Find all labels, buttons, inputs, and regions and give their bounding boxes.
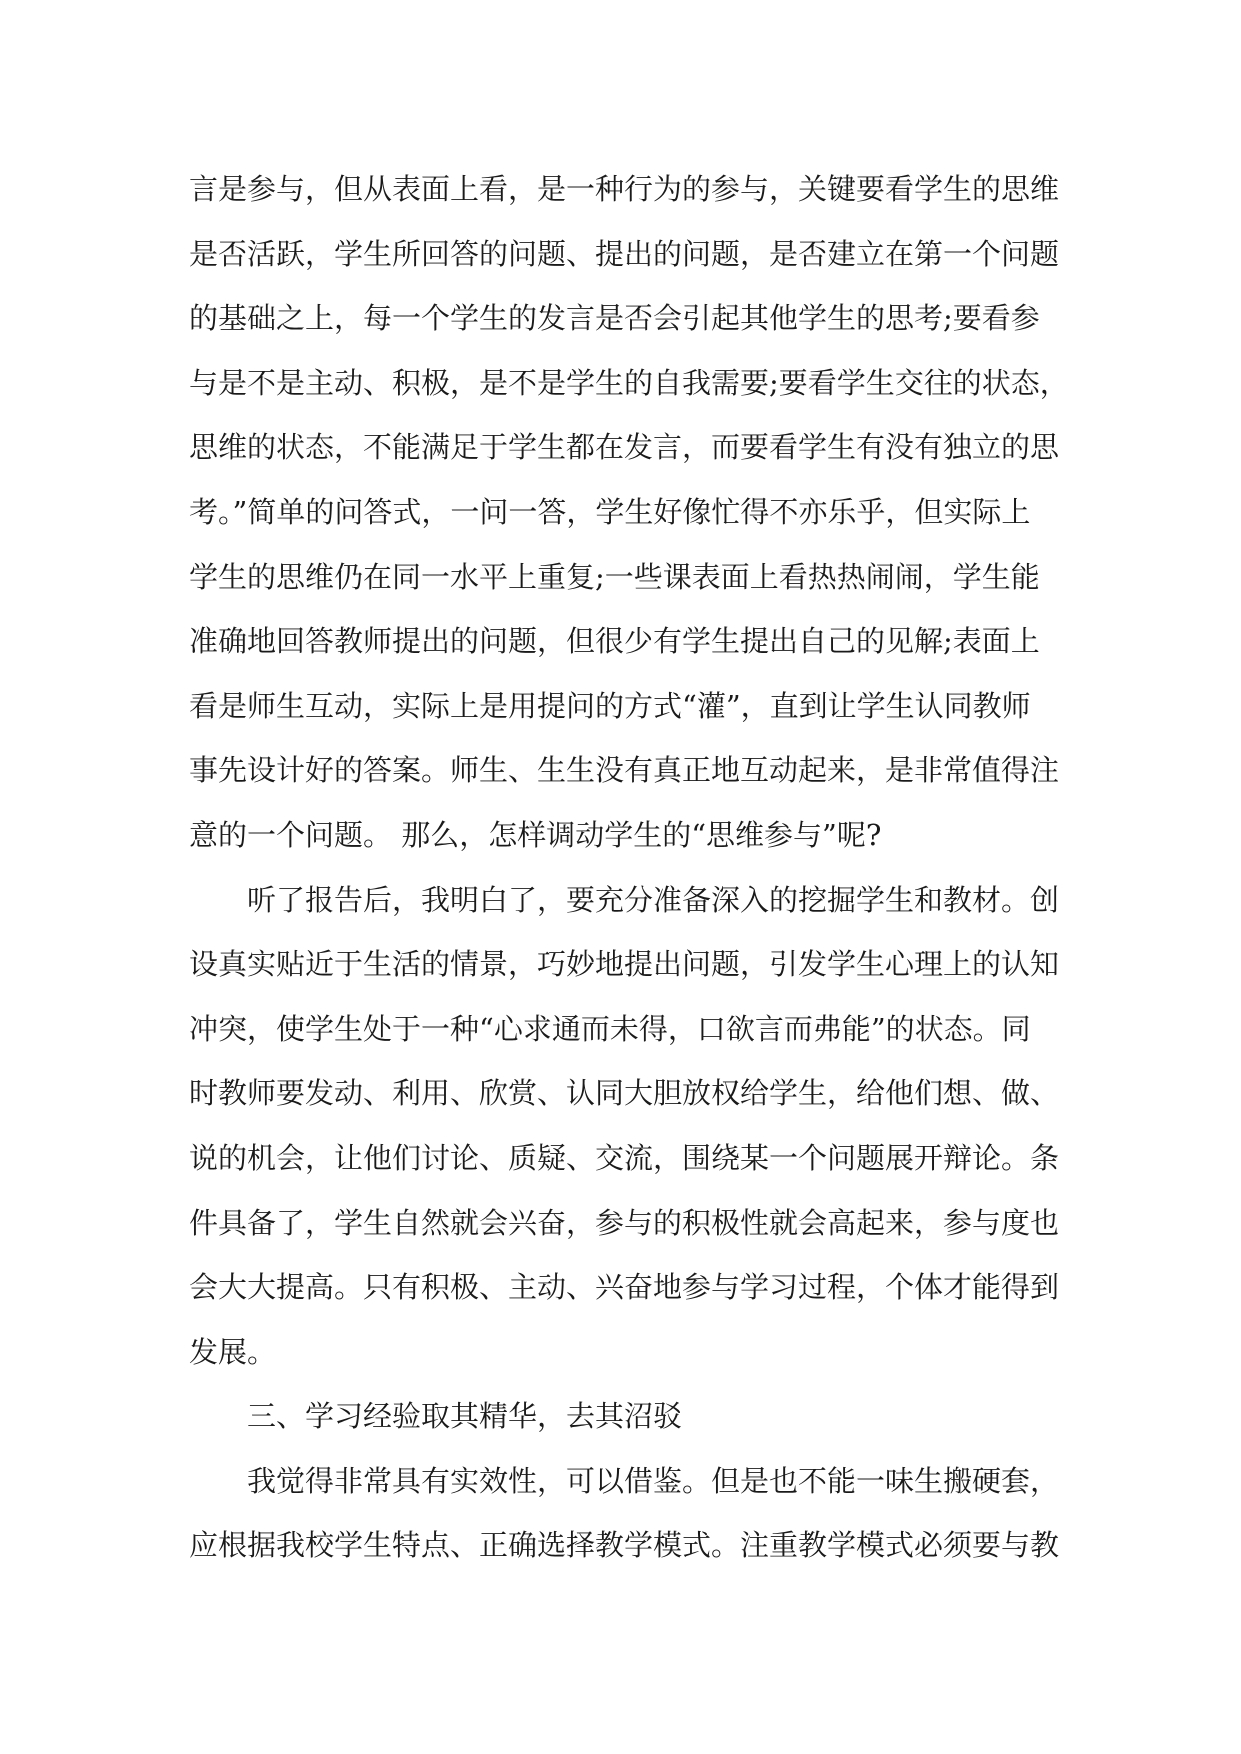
section-heading: 三、学习经验取其精华，去其沼驳 [189, 1399, 683, 1434]
text-line: 的基础之上，每一个学生的发言是否会引起其他学生的思考;要看参 [189, 301, 1040, 336]
text-line: 应根据我校学生特点、正确选择教学模式。注重教学模式必须要与教 [189, 1528, 1060, 1563]
text-line: 冲突，使学生处于一种“心求通而未得，口欲言而弗能”的状态。同 [189, 1011, 1031, 1046]
text-line: 看是师生互动，实际上是用提问的方式“灌”，直到让学生认同教师 [189, 688, 1031, 723]
text-line: 发展。 [189, 1334, 277, 1369]
text-line: 学生的思维仍在同一水平上重复;一些课表面上看热热闹闹，学生能 [189, 559, 1040, 594]
text-line: 与是不是主动、积极，是不是学生的自我需要;要看学生交往的状态， [189, 365, 1069, 400]
text-line: 是否活跃，学生所回答的问题、提出的问题，是否建立在第一个问题 [189, 236, 1060, 271]
text-line: 事先设计好的答案。师生、生生没有真正地互动起来，是非常值得注 [189, 753, 1060, 788]
text-line: 言是参与，但从表面上看，是一种行为的参与，关键要看学生的思维 [189, 172, 1060, 206]
text-line: 考。”简单的问答式，一问一答，学生好像忙得不亦乐乎，但实际上 [189, 494, 1031, 529]
text-line: 会大大提高。只有积极、主动、兴奋地参与学习过程，个体才能得到 [189, 1270, 1060, 1305]
text-line: 设真实贴近于生活的情景，巧妙地提出问题，引发学生心理上的认知 [189, 947, 1060, 982]
text-line: 思维的状态，不能满足于学生都在发言，而要看学生有没有独立的思 [189, 430, 1060, 465]
text-line: 准确地回答教师提出的问题，但很少有学生提出自己的见解;表面上 [189, 624, 1040, 659]
text-line: 时教师要发动、利用、欣赏、认同大胆放权给学生，给他们想、做、 [189, 1076, 1060, 1111]
body-text [189, 157, 1069, 1578]
text-line: 说的机会，让他们讨论、质疑、交流，围绕某一个问题展开辩论。条 [189, 1140, 1060, 1175]
text-line: 我觉得非常具有实效性，可以借鉴。但是也不能一味生搬硬套， [189, 1463, 1060, 1498]
text-line: 听了报告后，我明白了，要充分准备深入的挖掘学生和教材。创 [189, 882, 1060, 917]
text-line: 意的一个问题。 那么，怎样调动学生的“思维参与”呢? [189, 817, 882, 852]
text-line: 件具备了，学生自然就会兴奋，参与的积极性就会高起来，参与度也 [189, 1205, 1060, 1240]
